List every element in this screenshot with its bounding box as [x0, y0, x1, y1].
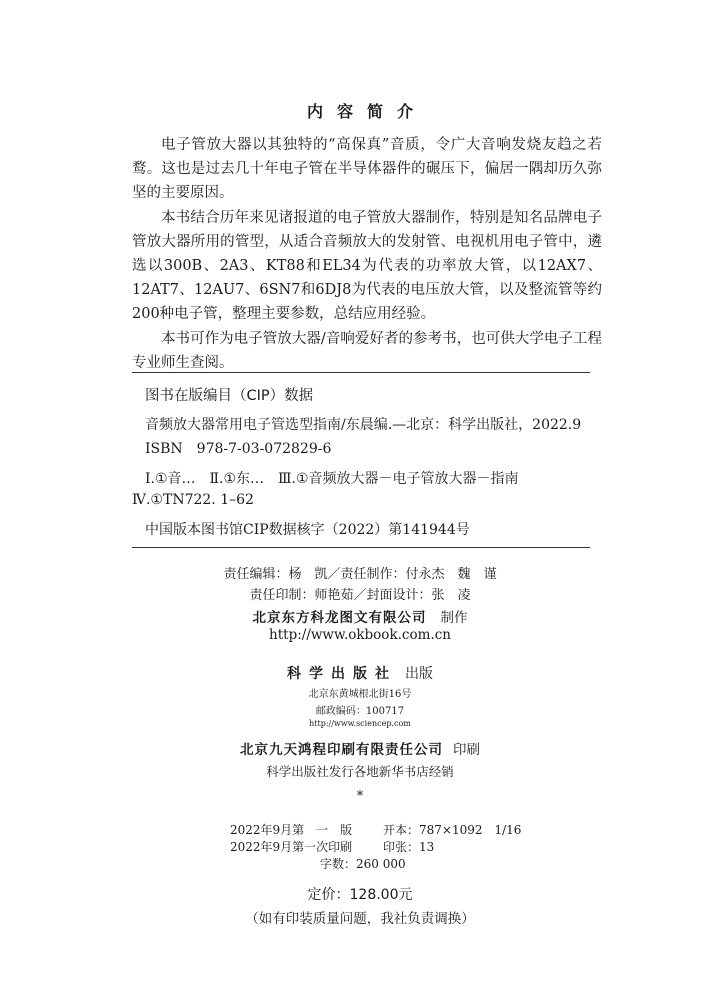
intro-paragraph: 本书可作为电子管放大器/音响爱好者的参考书，也可供大学电子工程专业师生查阅。: [132, 330, 602, 371]
cip-number: 中国版本图书馆CIP数据核字（2022）第141944号: [145, 522, 470, 538]
page-title: 内容简介: [306, 102, 427, 121]
publisher-address: 北京东黄城根北街16号: [308, 689, 412, 700]
divider: [132, 547, 590, 548]
divider: [132, 372, 590, 373]
printing-info: 2022年9月第一次印刷: [230, 840, 353, 854]
edition-info: 2022年9月第 一 版: [230, 823, 353, 837]
isbn-label: ISBN: [145, 441, 183, 457]
cip-class-line: Ⅰ.①音… Ⅱ.①东… Ⅲ.①音频放大器－电子管放大器－指南: [145, 471, 519, 487]
cip-title-line: 音频放大器常用电子管选型指南/东晨编.—北京：科学出版社，2022.9: [145, 417, 582, 433]
cip-isbn-line: [145, 441, 331, 457]
sheets-info: 印张：13: [383, 840, 435, 854]
producer-suffix: 制作: [440, 610, 468, 626]
cip-class-line: Ⅳ.①TN722. 1–62: [132, 492, 254, 508]
price: 定价：128.00元: [307, 887, 413, 903]
producer-url: http://www.okbook.com.cn: [269, 627, 451, 643]
words-info: 字数：260 000: [320, 857, 406, 871]
publisher-url: http://www.sciencep.com: [309, 719, 411, 728]
quality-note: （如有印装质量问题，我社负责调换）: [245, 911, 475, 927]
publisher-postcode: 邮政编码：100717: [315, 706, 405, 717]
publisher-line: [0, 663, 720, 683]
editors-credit: 责任编辑：杨 凯／责任制作：付永杰 魏 谨: [223, 567, 497, 582]
producer-line: [0, 606, 720, 626]
printer-suffix: 印刷: [453, 742, 480, 758]
printer-line: [0, 738, 720, 758]
publisher-name: 科学出版社: [287, 666, 397, 682]
distribution-line: 科学出版社发行各地新华书店经销: [266, 764, 454, 779]
cip-heading: 图书在版编目（CIP）数据: [145, 388, 314, 404]
format-info: 开本：787×1092 1/16: [383, 823, 522, 837]
isbn-value: 978-7-03-072829-6: [196, 441, 332, 457]
intro-paragraph: 电子管放大器以其独特的“高保真”音质，令广大音响发烧友趋之若鹜。这也是过去几十年电子管在半导体器件的碾压下，偏居一隅却历久弥坚的主要原因。: [132, 137, 602, 202]
intro-section: [132, 133, 602, 375]
intro-paragraph: 本书结合历年来见诸报道的电子管放大器制作，特别是知名品牌电子管放大器所用的管型，从适合音频放大的发射管、电视机用电子管中，遴选以300B、2A3、KT88和EL34为代表的功率放大管，以12AX7、12AT7、12AU7、6SN7和6DJ8为代表的电压放大管，以及整流管等约200种电子管，整理主要参数，总结应用经验。: [132, 209, 602, 323]
printing-credit: 责任印制：师艳茹／封面设计：张 凌: [249, 588, 471, 603]
publisher-suffix: 出版: [405, 666, 433, 682]
producer-name: 北京东方科龙图文有限公司: [252, 610, 427, 626]
star-separator: *: [356, 789, 364, 804]
printer-name: 北京九天鸿程印刷有限责任公司: [240, 742, 443, 758]
